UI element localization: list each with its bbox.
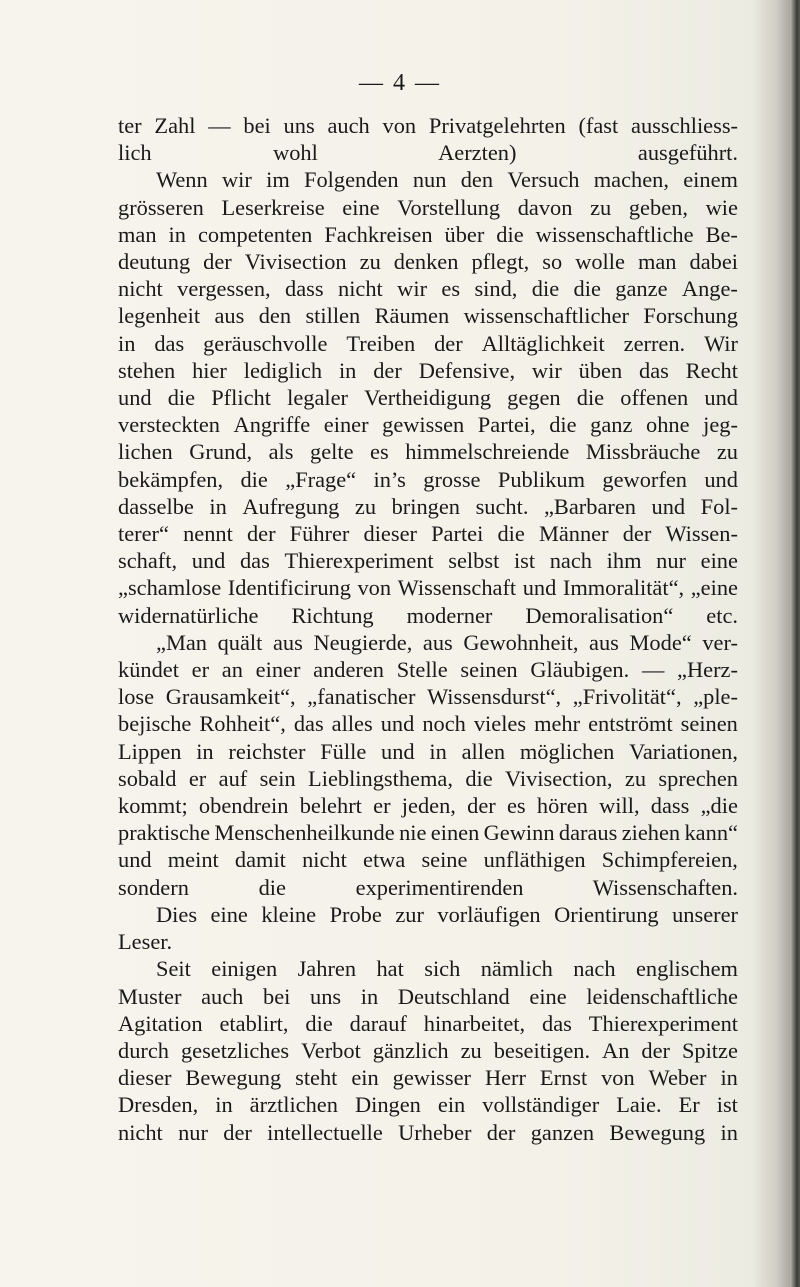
text-line: Seit einigen Jahren hat sich nämlich nach englischem <box>156 956 738 982</box>
text-line: dieser Bewegung steht ein gewisser Herr Ernst von Weber in <box>118 1065 738 1091</box>
text-line: durch gesetzliches Verbot gänzlich zu beseitigen. An der Spitze <box>118 1037 738 1063</box>
text-line: „schamlose Identificirung von Wissenschaft und Immoralität“, „eine <box>118 575 738 601</box>
text-line: lich wohl Aerzten) ausgeführt. <box>118 140 738 166</box>
text-line: sondern die experimentirenden Wissenschaften. <box>118 874 738 900</box>
text-line: und meint damit nicht etwa seine unfläthigen Schimpfereien, <box>118 847 738 873</box>
paragraph <box>118 901 738 955</box>
text-line: man in competenten Fachkreisen über die wissenschaftliche Be- <box>118 221 738 247</box>
text-line: Leser. <box>118 929 173 955</box>
text-line: stehen hier lediglich in der Defensive, wir üben das Recht <box>118 357 738 383</box>
text-line: praktische Menschenheilkunde nie einen Gewinn daraus ziehen kann“ <box>118 820 738 846</box>
text-line: lichen Grund, als gelte es himmelschreiende Missbräuche zu <box>118 439 738 465</box>
text-line: kündet er an einer anderen Stelle seinen Gläubigen. — „Herz- <box>118 657 738 683</box>
text-line: Dies eine kleine Probe zur vorläufigen Orientirung unserer <box>156 901 738 927</box>
text-line: dasselbe in Aufregung zu bringen sucht. „Barbaren und Fol- <box>118 493 738 519</box>
text-line: Agitation etablirt, die darauf hinarbeitet, das Thierexperiment <box>118 1010 738 1036</box>
paragraph <box>118 629 738 901</box>
text-line: bekämpfen, die „Frage“ in’s grosse Publikum geworfen und <box>118 466 738 492</box>
paragraph <box>118 166 738 628</box>
text-line: grösseren Leserkreise eine Vorstellung davon zu geben, wie <box>118 194 738 220</box>
text-line: nicht vergessen, dass nicht wir es sind, die die ganze Ange- <box>118 276 738 302</box>
paragraph <box>118 112 738 166</box>
text-line: lose Grausamkeit“, „fanatischer Wissensdurst“, „Frivolität“, „ple- <box>118 684 738 710</box>
text-line: bejische Rohheit“, das alles und noch vieles mehr entströmt seinen <box>118 711 738 737</box>
page-number: — 4 — <box>359 70 441 96</box>
text-line: ter Zahl — bei uns auch von Privatgelehrten (fast ausschliess- <box>118 113 738 138</box>
text-line: und die Pflicht legaler Vertheidigung gegen die offenen und <box>118 385 738 411</box>
text-line: Dresden, in ärztlichen Dingen ein vollständiger Laie. Er ist <box>118 1092 738 1118</box>
text-line: in das geräuschvolle Treiben der Alltäglichkeit zerren. Wir <box>118 330 738 356</box>
text-line: schaft, und das Thierexperiment selbst ist nach ihm nur eine <box>118 548 738 574</box>
text-line: widernatürliche Richtung moderner Demoralisation“ etc. <box>118 602 738 628</box>
text-line: nicht nur der intellectuelle Urheber der ganzen Bewegung in <box>118 1119 738 1145</box>
book-edge-shadow <box>790 0 800 1287</box>
text-line: „Man quält aus Neugierde, aus Gewohnheit, aus Mode“ ver- <box>156 629 738 655</box>
text-line: versteckten Angriffe einer gewissen Partei, die ganz ohne jeg- <box>118 412 738 438</box>
text-line: deutung der Vivisection zu denken pflegt, so wolle man dabei <box>118 249 738 275</box>
text-line: Muster auch bei uns in Deutschland eine leidenschaftliche <box>118 983 738 1009</box>
text-line: kommt; obendrein belehrt er jeden, der es hören will, dass „die <box>118 793 738 819</box>
body-text <box>118 112 738 1146</box>
text-line: Wenn wir im Folgenden nun den Versuch machen, einem <box>156 167 738 193</box>
text-line: terer“ nennt der Führer dieser Partei die Männer der Wissen- <box>118 521 738 547</box>
text-line: legenheit aus den stillen Räumen wissenschaftlicher Forschung <box>118 303 738 329</box>
text-line: sobald er auf sein Lieblingsthema, die Vivisection, zu sprechen <box>118 765 738 791</box>
text-line: Lippen in reichster Fülle und in allen möglichen Variationen, <box>118 738 738 764</box>
paragraph <box>118 955 738 1145</box>
